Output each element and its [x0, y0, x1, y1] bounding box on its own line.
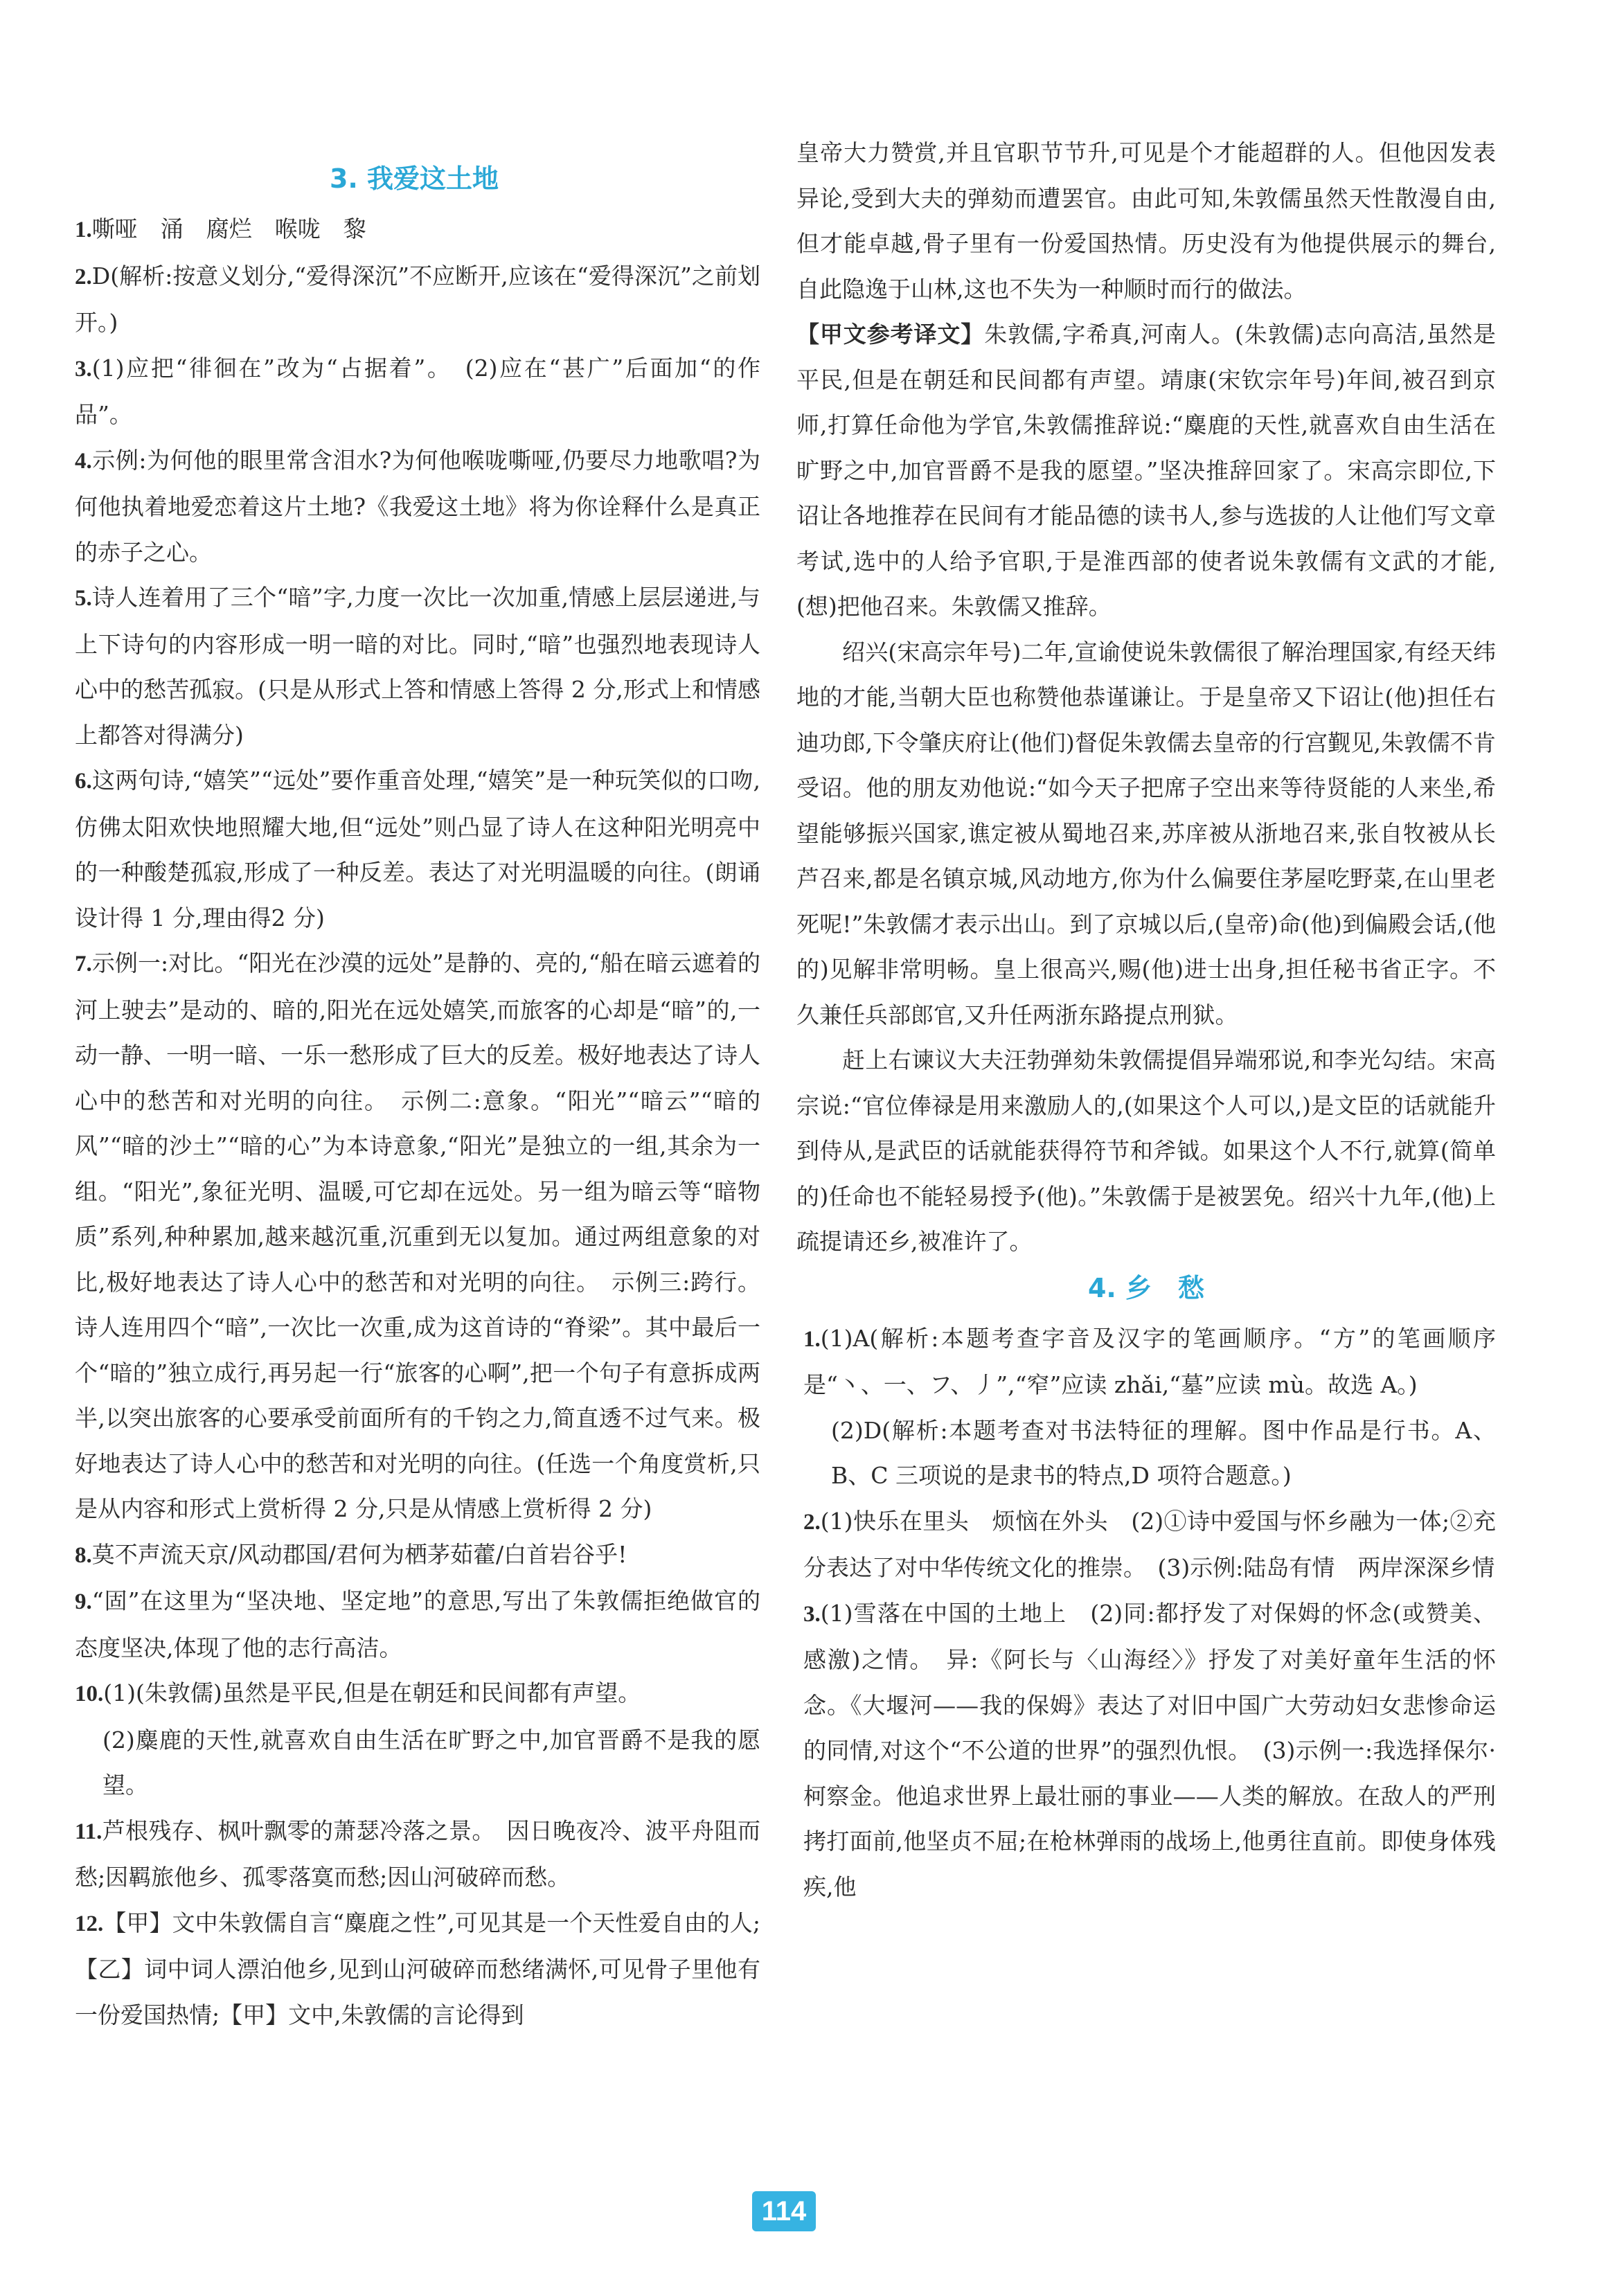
answer-text: 嘶哑 涌 腐烂 喉咙 黎	[91, 215, 366, 242]
translation-paragraph-2: 绍兴(宋高宗年号)二年,宣谕使说朱敦儒很了解治理国家,有经天纬地的才能,当朝大臣也称赞他恭谨谦让。于是皇帝又下诏让(他)担任右迪功郎,下令肇庆府让(他们)督促朱敦儒去皇帝的行宫觐见,朱敦儒不肯受诏。他的朋友劝他说:“如今天子把席子空出来等待贤能的人来坐,希望能够振兴国家,谯定被从蜀地召来,苏庠被从浙地召来,张自牧被从长芦召来,都是名镇京城,风动地方,你为什么偏要住茅屋吃野菜,在山里老死呢!”朱敦儒才表示出山。到了京城以后,(皇帝)命(他)到偏殿会话,(他的)见解非常明畅。皇上很高兴,赐(他)进士出身,担任秘书省正字。不久兼任兵部郎官,又升任两浙东路提点刑狱。	[796, 638, 1496, 1028]
answer-text: 示例:为何他的眼里常含泪水?为何他喉咙嘶哑,仍要尽力地歌唱?为何他执着地爱恋着这片土地?《我爱这土地》将为你诠释什么是真正的赤子之心。	[75, 446, 760, 566]
answer-text: 【甲】文中朱敦儒自言“麋鹿之性”,可见其是一个天性爱自由的人;【乙】词中词人漂泊他乡,见到山河破碎而愁绪满怀,可见骨子里他有一份爱国热情;【甲】文中,朱敦儒的言论得到	[75, 1909, 760, 2028]
answer-item	[68, 758, 760, 940]
answer-number: 1.	[803, 1326, 821, 1352]
right-answer-list	[796, 1316, 1496, 1910]
answer-text: D(解析:按意义划分,“爱得深沉”不应断开,应该在“爱得深沉”之前划开。)	[75, 262, 760, 336]
answer-item	[68, 1532, 760, 1579]
answer-item	[68, 438, 760, 576]
answer-number: 4.	[75, 448, 92, 474]
answer-item	[68, 206, 760, 253]
page-number: 114	[752, 2191, 816, 2231]
answer-number: 12.	[75, 1911, 104, 1936]
translation-label: 【甲文参考译文】	[796, 321, 985, 348]
answer-item	[796, 1316, 1496, 1499]
right-column	[796, 139, 1496, 1909]
answer-text: (1)应把“徘徊在”改为“占据着”。 (2)应在“甚广”后面加“的作品”。	[75, 354, 760, 428]
answer-text: 诗人连着用了三个“暗”字,力度一次比一次加重,情感上层层递进,与上下诗句的内容形成一明一暗的对比。同时,“暗”也强烈地表现诗人心中的愁苦孤寂。(只是从形式上答和情感上答得 2 分,形式上和情感上都答对得满分)	[75, 584, 760, 749]
answer-number: 5.	[75, 586, 92, 611]
answer-text: 这两句诗,“嬉笑”“远处”要作重音处理,“嬉笑”是一种玩笑似的口吻,仿佛太阳欢快地照耀大地,但“远处”则凸显了诗人在这种阳光明亮中的一种酸楚孤寂,形成了一种反差。表达了对光明温暖的向往。(朗诵设计得 1 分,理由得2 分)	[75, 767, 760, 931]
left-answer-list	[68, 206, 760, 2037]
translation-paragraph-3: 赶上右谏议大夫汪勃弹劾朱敦儒提倡异端邪说,和李光勾结。宋高宗说:“官位俸禄是用来激励人的,(如果这个人可以,)是文臣的话就能升到侍从,是武臣的话就能获得符节和斧钺。如果这个人不行,就算(简单的)任命也不能轻易授予(他)。”朱敦儒于是被罢免。绍兴十九年,(他)上疏提请还乡,被准许了。	[796, 1046, 1496, 1255]
translation-text-1: 朱敦儒,字希真,河南人。(朱敦儒)志向高洁,虽然是平民,但是在朝廷和民间都有声望。靖康(宋钦宗年号)年间,被召到京师,打算任命他为学官,朱敦儒推辞说:“麋鹿的天性,就喜欢自由生活在旷野之中,加官晋爵不是我的愿望。”坚决推辞回家了。宋高宗即位,下诏让各地推荐在民间有才能品德的读书人,参与选拔的人让他们写文章考试,选中的人给予官职,于是淮西部的使者说朱敦儒有文武的才能,(想)把他召来。朱敦儒又推辞。	[796, 321, 1497, 620]
answer-text: (1)雪落在中国的土地上 (2)同:都抒发了对保姆的怀念(或赞美、感激)之情。 异:《阿长与〈山海经〉》抒发了对美好童年生活的怀念。《大堰河——我的保姆》表达了对旧中国广大劳动妇女悲惨命运的同情,对这个“不公道的世界”的强烈仇恨。 (3)示例一:我选择保尔·柯察金。他追求世界上最壮丽的事业——人类的解放。在敌人的严刑拷打面前,他坚贞不屈;在枪林弹雨的战场上,他勇往直前。即使身体残疾,他	[803, 1599, 1496, 1900]
answer-subpart: (2)麋鹿的天性,就喜欢自由生活在旷野之中,加官晋爵不是我的愿望。	[102, 1726, 760, 1799]
answer-item	[68, 1670, 760, 1808]
answer-number: 2.	[803, 1509, 821, 1535]
answer-item	[68, 1578, 760, 1670]
answer-text: (1)(朱敦儒)虽然是平民,但是在朝廷和民间都有声望。	[103, 1679, 641, 1706]
answer-number: 1.	[75, 217, 92, 242]
answer-item	[68, 575, 760, 758]
answer-number: 7.	[75, 952, 92, 976]
answer-number: 11.	[75, 1819, 102, 1844]
answer-number: 3.	[75, 356, 92, 382]
answer-item	[68, 940, 760, 1532]
continuation-text: 皇帝大力赞赏,并且官职节节升,可见是个才能超群的人。但他因发表异论,受到大夫的弹劾而遭罢官。由此可知,朱敦儒虽然天性散漫自由,但才能卓越,骨子里有一份爱国热情。历史没有为他提供展示的舞台,自此隐逸于山林,这也不失为一种顺时而行的做法。	[796, 139, 1496, 303]
answer-item	[796, 1591, 1496, 1910]
section-title-4: 4. 乡 愁	[1087, 1272, 1205, 1303]
answer-number: 3.	[803, 1601, 821, 1627]
answer-number: 8.	[75, 1542, 92, 1568]
answer-text: “固”在这里为“坚决地、坚定地”的意思,写出了朱敦儒拒绝做官的态度坚决,体现了他的志行高洁。	[75, 1587, 760, 1661]
translation-paragraph-1	[796, 312, 1496, 630]
answer-subpart: (2)D(解析:本题考查对书法特征的理解。图中作品是行书。A、B、C 三项说的是隶书的特点,D 项符合题意。)	[831, 1416, 1496, 1489]
answer-item	[68, 253, 760, 346]
answer-text: 莫不声流天京/风动郡国/君何为栖茅茹藿/白首岩谷乎!	[91, 1540, 627, 1568]
answer-item	[796, 1499, 1496, 1591]
answer-item	[68, 346, 760, 438]
answer-text: 示例一:对比。“阳光在沙漠的远处”是静的、亮的,“船在暗云遮着的河上驶去”是动的、暗的,阳光在远处嬉笑,而旅客的心却是“暗”的,一动一静、一明一暗、一乐一愁形成了巨大的反差。极好地表达了诗人心中的愁苦和对光明的向往。 示例二:意象。“阳光”“暗云”“暗的风”“暗的沙土”“暗的心”为本诗意象,“阳光”是独立的一组,其余为一组。“阳光”,象征光明、温暖,可它却在远处。另一组为暗云等“暗物质”系列,种种累加,越来越沉重,沉重到无以复加。通过两组意象的对比,极好地表达了诗人心中的愁苦和对光明的向往。 示例三:跨行。诗人连用四个“暗”,一次比一次重,成为这首诗的“脊梁”。其中最后一个“暗的”独立成行,再另起一行“旅客的心啊”,把一个句子有意拆成两半,以突出旅客的心要承受前面所有的千钧之力,简直透不过气来。极好地表达了诗人心中的愁苦和对光明的向往。(任选一个角度赏析,只是从内容和形式上赏析得 2 分,只是从情感上赏析得 2 分)	[75, 949, 760, 1522]
answer-number: 9.	[75, 1589, 92, 1614]
section-title-3: 3. 我爱这土地	[329, 163, 499, 194]
answer-text: 芦根残存、枫叶飘零的萧瑟冷落之景。 因日晚夜冷、波平舟阻而愁;因羁旅他乡、孤零落寞而愁;因山河破碎而愁。	[75, 1817, 760, 1891]
answer-number: 10.	[75, 1681, 104, 1706]
answer-number: 2.	[75, 264, 92, 289]
answer-item	[68, 1900, 760, 2038]
answer-text: (1)快乐在里头 烦恼在外头 (2)①诗中爱国与怀乡融为一体;②充分表达了对中华传统文化的推崇。 (3)示例:陆岛有情 两岸深深乡情	[803, 1507, 1496, 1581]
answer-number: 6.	[75, 769, 92, 794]
answer-text: (1)A(解析:本题考查字音及汉字的笔画顺序。“方”的笔画顺序是“丶、一、フ、丿”,“窄”应读 zhǎi,“墓”应读 mù。故选 A。)	[803, 1324, 1496, 1398]
answer-item	[68, 1808, 760, 1900]
left-column	[68, 139, 760, 2037]
